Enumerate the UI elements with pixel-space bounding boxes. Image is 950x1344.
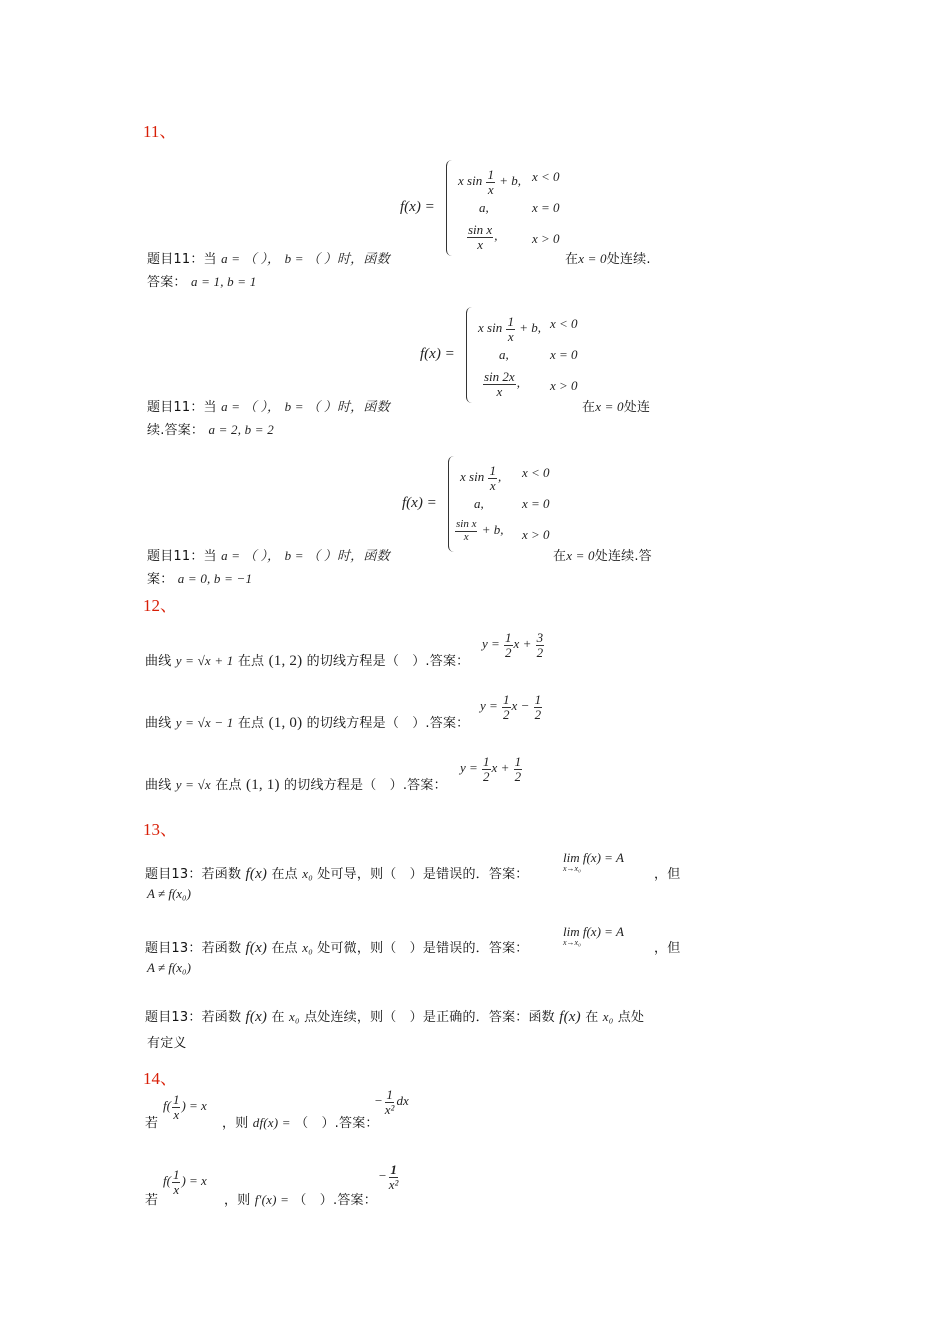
case-expression: a,: [499, 347, 509, 362]
answer-value: a = 2, b = 2: [208, 422, 274, 437]
q13-item-2: 题目13：若函数 f(x) 在点 x₀ 处可微，则（ ）是错误的．答案：: [145, 940, 529, 956]
case-expression: x sin $\frac{1}{x}$ ,: [460, 463, 502, 493]
answer-label: 答案：: [147, 275, 187, 290]
given-equation: f( $\frac{1}{x}$ ) = x: [163, 1167, 207, 1197]
case-expression: $\frac{\text{sin x}}{x}$ + b,: [456, 518, 504, 543]
case-condition: x < 0: [550, 316, 578, 331]
question-line: [147, 248, 390, 267]
q14-answer-2: − $\frac{1}{\text{x²}}$: [378, 1162, 399, 1192]
q13-item-1: 题目13：若函数 f(x) 在点 x₀ 处可导，则（ ）是错误的．答案：: [145, 866, 529, 882]
piecewise-cases: [448, 456, 558, 554]
given-equation: f( $\frac{1}{x}$ ) = x: [163, 1092, 207, 1122]
answer-line2: 有定义: [147, 1036, 187, 1051]
case-expression: a,: [474, 496, 484, 511]
q12-answer-1: y = $\frac{1}{2}$ x + $\frac{3}{2}$: [482, 630, 544, 660]
case-expression: x sin $\frac{1}{x}$ + b,: [458, 167, 521, 197]
limit-expression: lim f(x) = A x→x₀: [563, 924, 624, 947]
section-number-11: 11、: [143, 122, 177, 141]
piecewise-function-label: f(x) =: [402, 495, 437, 511]
point: (1, 2): [268, 653, 303, 669]
point: (1, 1): [246, 777, 280, 793]
q12-answer-3: y = $\frac{1}{2}$ x + $\frac{1}{2}$: [460, 754, 522, 784]
question-suffix: 在x = 0处连: [582, 399, 651, 415]
curve-equation: y = √x: [175, 777, 211, 792]
question-suffix: 在x = 0处连续.: [565, 251, 651, 267]
section-number-14: 14、: [143, 1069, 177, 1088]
answer-line: [147, 271, 256, 290]
tail-text: ，但: [654, 941, 681, 956]
piecewise-function-label: f(x) =: [400, 199, 435, 215]
case-condition: x < 0: [522, 465, 550, 480]
answer-line: [147, 568, 252, 587]
q14-answer-1: − $\frac{1}{\text{x²}}$ dx: [374, 1087, 409, 1117]
case-condition: x > 0: [532, 231, 560, 246]
limit-expression: lim f(x) = A x→x₀: [563, 850, 624, 873]
case-condition: x = 0: [522, 496, 550, 511]
answer-line2: A ≠ f(x₀): [147, 960, 191, 975]
case-expression: $\frac{\text{sin x}}{x}$ ,: [468, 222, 498, 252]
tail-text: ，但: [654, 867, 681, 882]
section-number-13: 13、: [143, 820, 177, 839]
case-condition: x = 0: [532, 200, 560, 215]
question-line: 题目11：当 a = （ ）， b = （ ）时，函数: [147, 548, 390, 564]
answer-line2: A ≠ f(x₀): [147, 886, 191, 901]
answer-line: [147, 419, 274, 438]
question-line: 题目11：当 a = （ ）， b = （ ）时，函数: [147, 399, 390, 415]
q14-item-1: ，则 df(x) = （ ）.答案：: [222, 1115, 379, 1131]
case-condition: x = 0: [550, 347, 578, 362]
case-expression: a,: [479, 200, 489, 215]
q14-item-2: ，则 f′(x) = （ ）.答案：: [224, 1192, 377, 1208]
piecewise-cases: [466, 307, 596, 405]
q14-item-1-prefix: 若: [145, 1116, 159, 1131]
q12-item-2: 曲线 y = √x − 1 在点 (1, 0) 的切线方程是（ ）.答案：: [145, 715, 470, 731]
b-blank: b = （ ）时，函数: [284, 251, 390, 266]
q14-item-2-prefix: 若: [145, 1193, 159, 1208]
piecewise-function-label: f(x) =: [420, 346, 455, 362]
q12-answer-2: y = $\frac{1}{2}$ x − $\frac{1}{2}$: [480, 692, 542, 722]
question-suffix: 在x = 0处连续.答: [553, 548, 652, 564]
q12-item-1: 曲线 y = √x + 1 在点 (1, 2) 的切线方程是（ ）.答案：: [145, 653, 470, 669]
case-condition: x > 0: [522, 527, 550, 542]
question-prefix: 题目11：当: [147, 252, 217, 267]
answer-value: a = 0, b = −1: [177, 571, 253, 586]
case-condition: x < 0: [532, 169, 560, 184]
answer-value: a = 1, b = 1: [190, 274, 257, 289]
case-expression: $\frac{\sin 2x}{x}$ ,: [484, 369, 520, 399]
case-expression: x sin $\frac{1}{x}$ + b,: [478, 314, 541, 344]
q13-item-3: 题目13：若函数 f(x) 在 x₀ 点处连续，则（ ）是正确的．答案：函数 f(x) 在 x₀ 点处: [145, 1009, 645, 1025]
curve-equation: y = √x − 1: [175, 715, 234, 730]
answer-label: 续.答案：: [147, 423, 205, 438]
case-condition: x > 0: [550, 378, 578, 393]
section-number-12: 12、: [143, 596, 177, 615]
curve-equation: y = √x + 1: [175, 653, 234, 668]
q12-item-3: 曲线 y = √x 在点 (1, 1) 的切线方程是（ ）.答案：: [145, 777, 447, 793]
point: (1, 0): [268, 715, 303, 731]
a-blank: a = （ ），: [221, 251, 281, 266]
piecewise-cases: [446, 160, 576, 258]
answer-label: 案：: [147, 572, 174, 587]
